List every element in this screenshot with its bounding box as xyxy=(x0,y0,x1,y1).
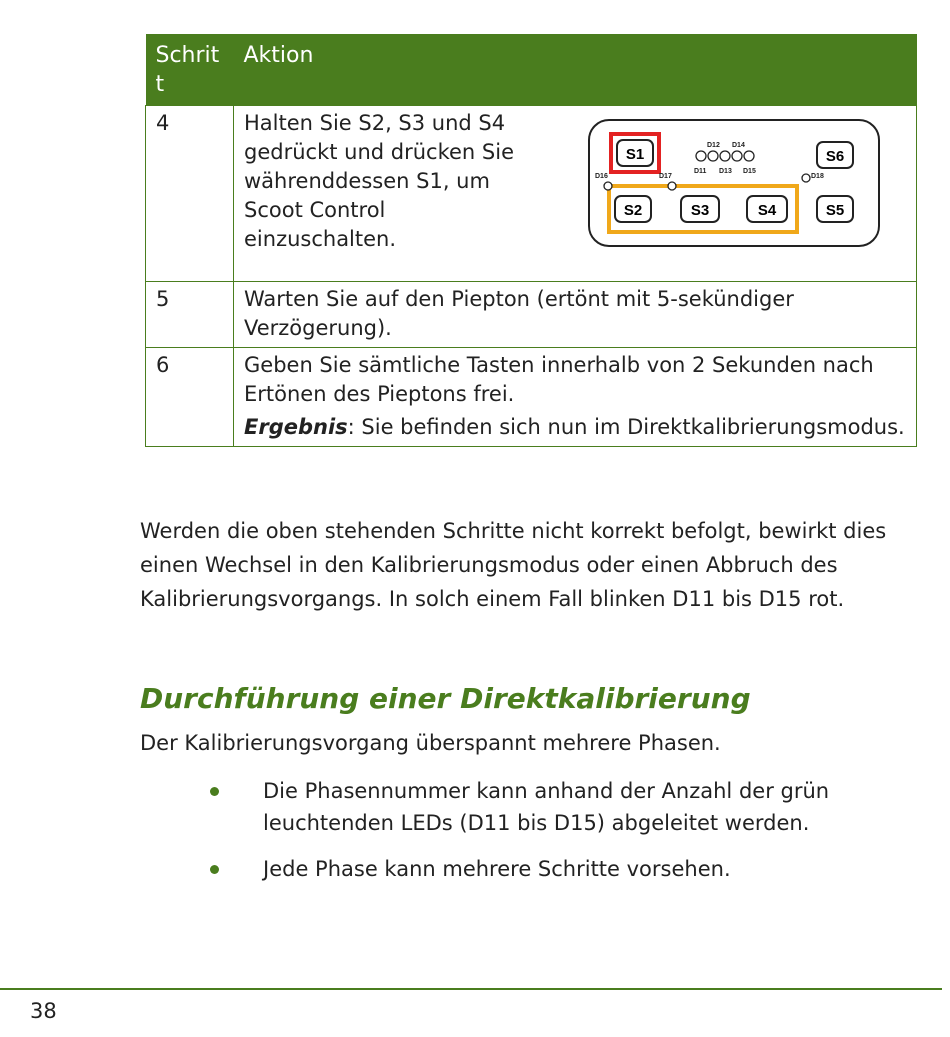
led-label: D13 xyxy=(719,168,732,175)
led-circle xyxy=(604,182,612,190)
button-label: S5 xyxy=(825,202,845,219)
panel-outline xyxy=(589,120,879,246)
led-label: D18 xyxy=(811,173,824,180)
led-circle xyxy=(668,182,676,190)
led-circle xyxy=(802,174,810,182)
step-number: 6 xyxy=(146,348,234,447)
led-label: D11 xyxy=(694,168,707,175)
header-action: Aktion xyxy=(234,34,917,106)
button-label: S1 xyxy=(625,146,645,163)
section-heading: Durchführung einer Direktkalibrierung xyxy=(140,682,751,715)
button-label: S6 xyxy=(825,148,845,165)
list-item-text: Jede Phase kann mehrere Schritte vorsehen. xyxy=(263,857,731,881)
intro-text: Der Kalibrierungsvorgang überspannt mehrere Phasen. xyxy=(140,731,721,755)
bullet-list xyxy=(205,775,905,899)
led-label: D12 xyxy=(707,142,720,149)
button-label: S2 xyxy=(623,202,643,219)
led-label: D16 xyxy=(595,173,608,180)
list-item xyxy=(205,775,905,839)
bullet-icon xyxy=(210,787,219,796)
step-action-cell xyxy=(234,348,917,447)
table-row xyxy=(146,348,917,447)
led-circle xyxy=(720,151,730,161)
button-label: S3 xyxy=(690,202,710,219)
step-number: 5 xyxy=(146,282,234,348)
result-text: : Sie befinden sich nun im Direktkalibrierungsmodus. xyxy=(347,415,905,439)
table-row xyxy=(146,282,917,348)
list-item-text: Die Phasennummer kann anhand der Anzahl der grün leuchtenden LEDs (D11 bis D15) abgeleitet werden. xyxy=(263,779,830,835)
step-action: Geben Sie sämtliche Tasten innerhalb von 2 Sekunden nach Ertönen des Pieptons frei. xyxy=(244,353,874,406)
button-label: S4 xyxy=(757,202,777,219)
led-label: D15 xyxy=(743,168,756,175)
bullet-icon xyxy=(210,865,219,874)
header-step: Schritt xyxy=(146,34,234,106)
footer-divider xyxy=(0,988,942,990)
led-circle xyxy=(696,151,706,161)
step-action: Halten Sie S2, S3 und S4 gedrückt und drücken Sie währenddessen S1, um Scoot Control einzuschalten. xyxy=(244,111,514,251)
result-label: Ergebnis xyxy=(244,415,348,439)
led-circle xyxy=(744,151,754,161)
step-action: Warten Sie auf den Piepton (ertönt mit 5-sekündiger Verzögerung). xyxy=(234,282,917,348)
step-number: 4 xyxy=(146,106,234,282)
led-circle xyxy=(732,151,742,161)
led-label: D14 xyxy=(732,142,745,149)
table-header-row xyxy=(146,34,917,106)
led-circle xyxy=(708,151,718,161)
page-number: 38 xyxy=(30,999,57,1023)
control-panel-diagram xyxy=(587,118,881,248)
list-item xyxy=(205,853,905,885)
step-result xyxy=(244,413,906,442)
warning-paragraph: Werden die oben stehenden Schritte nicht korrekt befolgt, bewirkt dies einen Wechsel in den Kalibrierungsmodus oder einen Abbruch des Kalibrierungsvorgangs. In solch einem Fall blinken D11 bis D15 rot. xyxy=(140,519,887,611)
led-label: D17 xyxy=(659,173,672,180)
